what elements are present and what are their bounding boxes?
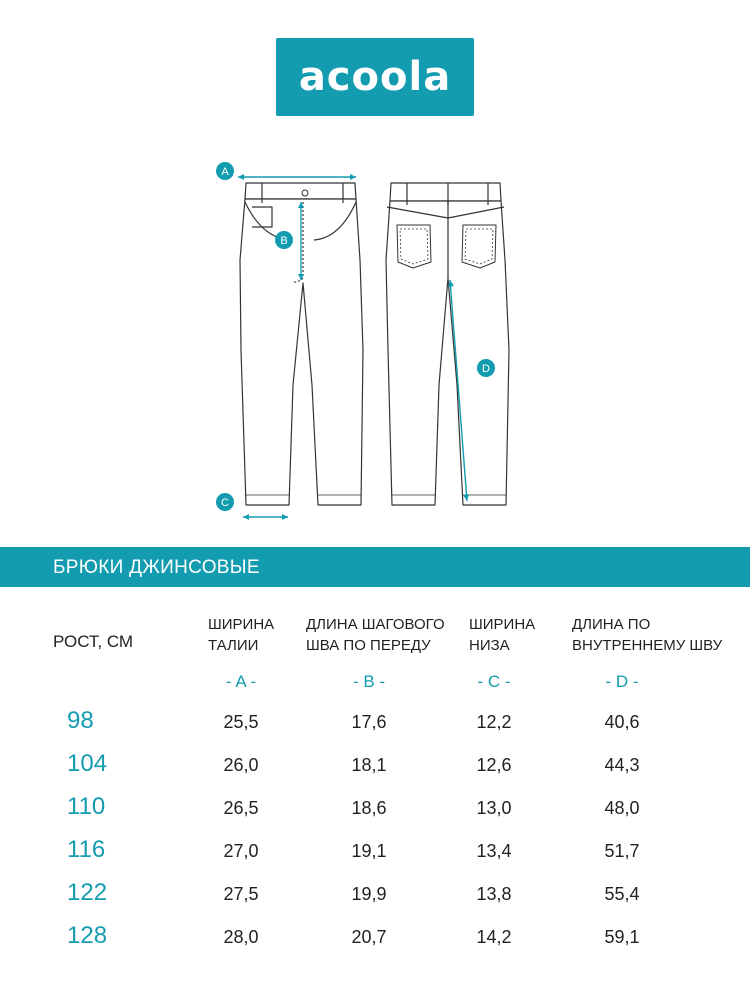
marker-b	[275, 231, 293, 249]
cell-b: 18,6	[351, 798, 387, 818]
cell-a: 25,5	[223, 712, 259, 732]
column-header-line: ШИРИНА	[469, 616, 536, 633]
column-header-line: ШВА ПО ПЕРЕДУ	[306, 637, 431, 654]
cell-d: 44,3	[604, 755, 640, 775]
cell-a: 27,5	[223, 884, 259, 904]
cell-b: 19,9	[351, 884, 387, 904]
marker-a	[216, 162, 234, 180]
column-code-d: - D -	[605, 672, 639, 691]
column-header-line: ДЛИНА ПО	[572, 616, 651, 633]
cell-c: 12,2	[476, 712, 512, 732]
row-height: 116	[67, 836, 106, 863]
column-header-line: НИЗА	[469, 637, 510, 654]
height-column-header: РОСТ, СМ	[53, 632, 134, 651]
column-header-c	[469, 614, 535, 656]
cell-c: 12,6	[476, 755, 512, 775]
cell-a: 26,0	[223, 755, 259, 775]
cell-c: 14,2	[476, 927, 512, 947]
brand-logo-text: acoola	[298, 54, 452, 100]
svg-text:C: C	[221, 497, 229, 509]
marker-c	[216, 493, 234, 511]
marker-d	[477, 359, 495, 377]
jeans-diagram	[0, 150, 750, 530]
row-height: 122	[67, 879, 108, 906]
cell-a: 26,5	[223, 798, 259, 818]
cell-b: 18,1	[351, 755, 387, 775]
row-height: 128	[67, 922, 108, 949]
column-header-line: ТАЛИИ	[208, 637, 259, 654]
svg-text:B: B	[280, 235, 288, 247]
column-header-line: ВНУТРЕННЕМУ ШВУ	[572, 637, 723, 654]
cell-d: 59,1	[604, 927, 640, 947]
svg-text:A: A	[221, 166, 229, 178]
cell-c: 13,0	[476, 798, 512, 818]
column-header-b	[306, 614, 445, 656]
cell-a: 27,0	[223, 841, 259, 861]
row-height: 104	[67, 750, 108, 777]
brand-logo	[276, 38, 474, 116]
row-height: 98	[67, 707, 94, 734]
cell-d: 40,6	[604, 712, 640, 732]
column-code-c: - C -	[477, 672, 511, 691]
cell-b: 20,7	[351, 927, 387, 947]
column-header-line: ШИРИНА	[208, 616, 275, 633]
column-code-a: - A -	[225, 672, 257, 691]
cell-a: 28,0	[223, 927, 259, 947]
svg-text:D: D	[482, 363, 490, 375]
cell-c: 13,8	[476, 884, 512, 904]
row-height: 110	[67, 793, 106, 820]
cell-d: 55,4	[604, 884, 640, 904]
column-header-d	[572, 614, 722, 656]
column-header-a	[208, 614, 274, 656]
cell-b: 19,1	[351, 841, 387, 861]
column-header-line: ДЛИНА ШАГОВОГО	[306, 616, 445, 633]
cell-c: 13,4	[476, 841, 512, 861]
cell-d: 51,7	[604, 841, 640, 861]
cell-b: 17,6	[351, 712, 387, 732]
section-title: БРЮКИ ДЖИНСОВЫЕ	[53, 557, 260, 578]
cell-d: 48,0	[604, 798, 640, 818]
section-title-band	[0, 547, 750, 587]
column-code-b: - B -	[352, 672, 386, 691]
